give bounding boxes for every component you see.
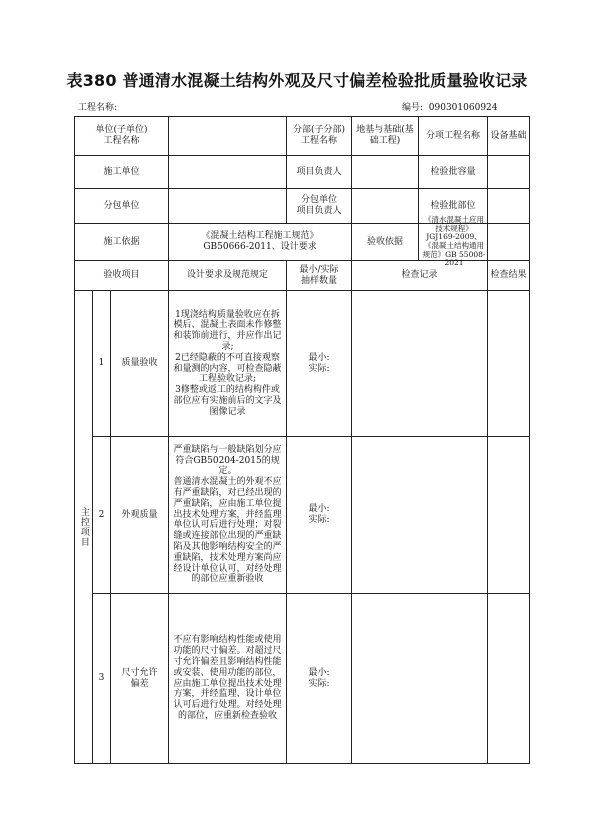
subcontract-manager-value[interactable]: [352, 189, 419, 223]
row-min-actual[interactable]: 最小: 实际:: [287, 594, 352, 764]
row-min-actual[interactable]: 最小: 实际:: [287, 437, 352, 594]
acceptance-basis-cell: [352, 215, 488, 268]
row-requirement: 不应有影响结构性能或使用 功能的尺寸偏差。对超过尺 寸允许偏差且影响结构性能 或安装、使用功能的部位， 应由施工单位提出技术处理 方案，并经监理、设计单位 认可后进行处理。对经处理 的部位，应重新检查验收: [169, 594, 287, 764]
row-result[interactable]: [488, 437, 530, 594]
subdivision-item-cell: [352, 117, 488, 156]
row-requirement: 严重缺陷与一般缺陷划分应 符合GB50204-2015的规定。 普通清水混凝土的外观不应 有严重缺陷，对已经出现的 严重缺陷，应由施工单位提 出技术处理方案，并经监理 单位认可后进行处理；对裂 缝或连接部位出现的严重缺 陷及其他影响结构安全的严 重缺陷，技术处理方案尚应 经设计单位认可，对经处理 的部位应重新验收: [169, 437, 287, 594]
row-item-name: 外观质量: [111, 437, 169, 594]
row-min-actual[interactable]: 最小: 实际:: [287, 291, 352, 437]
col-header-item: 验收项目: [75, 261, 169, 291]
unit-name-label: 单位(子单位) 工程名称: [75, 117, 169, 156]
subcontract-manager-label: 分包单位 项目负责人: [287, 189, 352, 224]
table-row: [75, 437, 530, 594]
code-label: 编号:: [402, 103, 424, 113]
subdivision-value: 地基与基础(基 础工程): [352, 117, 419, 155]
record-code: [402, 100, 498, 113]
main-control-cell: [75, 291, 93, 764]
col-header-record: 检查记录: [352, 261, 488, 291]
acceptance-basis-label: 验收依据: [352, 224, 419, 260]
row-item-name: 尺寸允许 偏差: [111, 594, 169, 764]
unit-name-value[interactable]: [169, 117, 287, 156]
construction-unit-label: 施工单位: [75, 156, 169, 189]
code-value: 090301060924: [428, 103, 498, 113]
basis-value: 《混凝土结构工程施工规范》 GB50666-2011、设计要求: [169, 224, 352, 261]
acceptance-basis-value: 《清水混凝土应用技术规程》 JGJ169-2009、《混凝土结构通用 规范》GB 55008-2021: [422, 215, 486, 268]
project-name-label: 工程名称:: [78, 103, 118, 113]
row-number: 3: [93, 594, 111, 764]
acceptance-basis-extra: [488, 224, 530, 261]
col-header-result: 检查结果: [488, 261, 530, 291]
batch-location-label: 检验批部位: [430, 200, 476, 211]
item-name-value: 设备基础: [488, 117, 530, 156]
batch-capacity-value[interactable]: [488, 156, 530, 189]
batch-capacity-label: 检验批容量: [430, 166, 476, 177]
project-manager-label: 项目负责人: [287, 156, 352, 189]
row-record[interactable]: [352, 594, 488, 764]
row-number: 2: [93, 437, 111, 594]
page-title: 表380 普通清水混凝土结构外观及尺寸偏差检验批质量验收记录: [66, 71, 528, 90]
row-record[interactable]: [352, 437, 488, 594]
batch-location-value[interactable]: [488, 189, 530, 224]
subcontract-unit-value[interactable]: [169, 189, 287, 224]
acceptance-form-table: [74, 116, 530, 764]
manager-capacity-cell: [352, 156, 488, 189]
item-name-label: 分项工程名称: [426, 130, 481, 141]
project-manager-value[interactable]: [352, 156, 419, 188]
col-header-requirement: 设计要求及规范规定: [169, 261, 287, 291]
row-number: 1: [93, 291, 111, 437]
subcontract-unit-label: 分包单位: [75, 189, 169, 224]
table-row: [75, 594, 530, 764]
table-row: [75, 291, 530, 437]
subdivision-label: 分部(子分部) 工程名称: [287, 117, 352, 156]
row-record[interactable]: [352, 291, 488, 437]
col-header-min-sample: 最小/实际 抽样数量: [287, 261, 352, 291]
row-item-name: 质量验收: [111, 291, 169, 437]
main-control-label: 主控项目: [78, 507, 89, 547]
construction-unit-value[interactable]: [169, 156, 287, 189]
row-result[interactable]: [488, 291, 530, 437]
row-requirement: 1现浇结构质量验收应在拆 模后、混凝土表面未作修整 和装饰前进行，并应作出记 录; 2已经隐蔽的不可直接观察 和量测的内容，可检查隐蔽 工程验收记录; 3修整或返工的结构构件或 部位应有实施前后的文字及 图像记录: [169, 291, 287, 437]
row-result[interactable]: [488, 594, 530, 764]
basis-label: 施工依据: [75, 224, 169, 261]
